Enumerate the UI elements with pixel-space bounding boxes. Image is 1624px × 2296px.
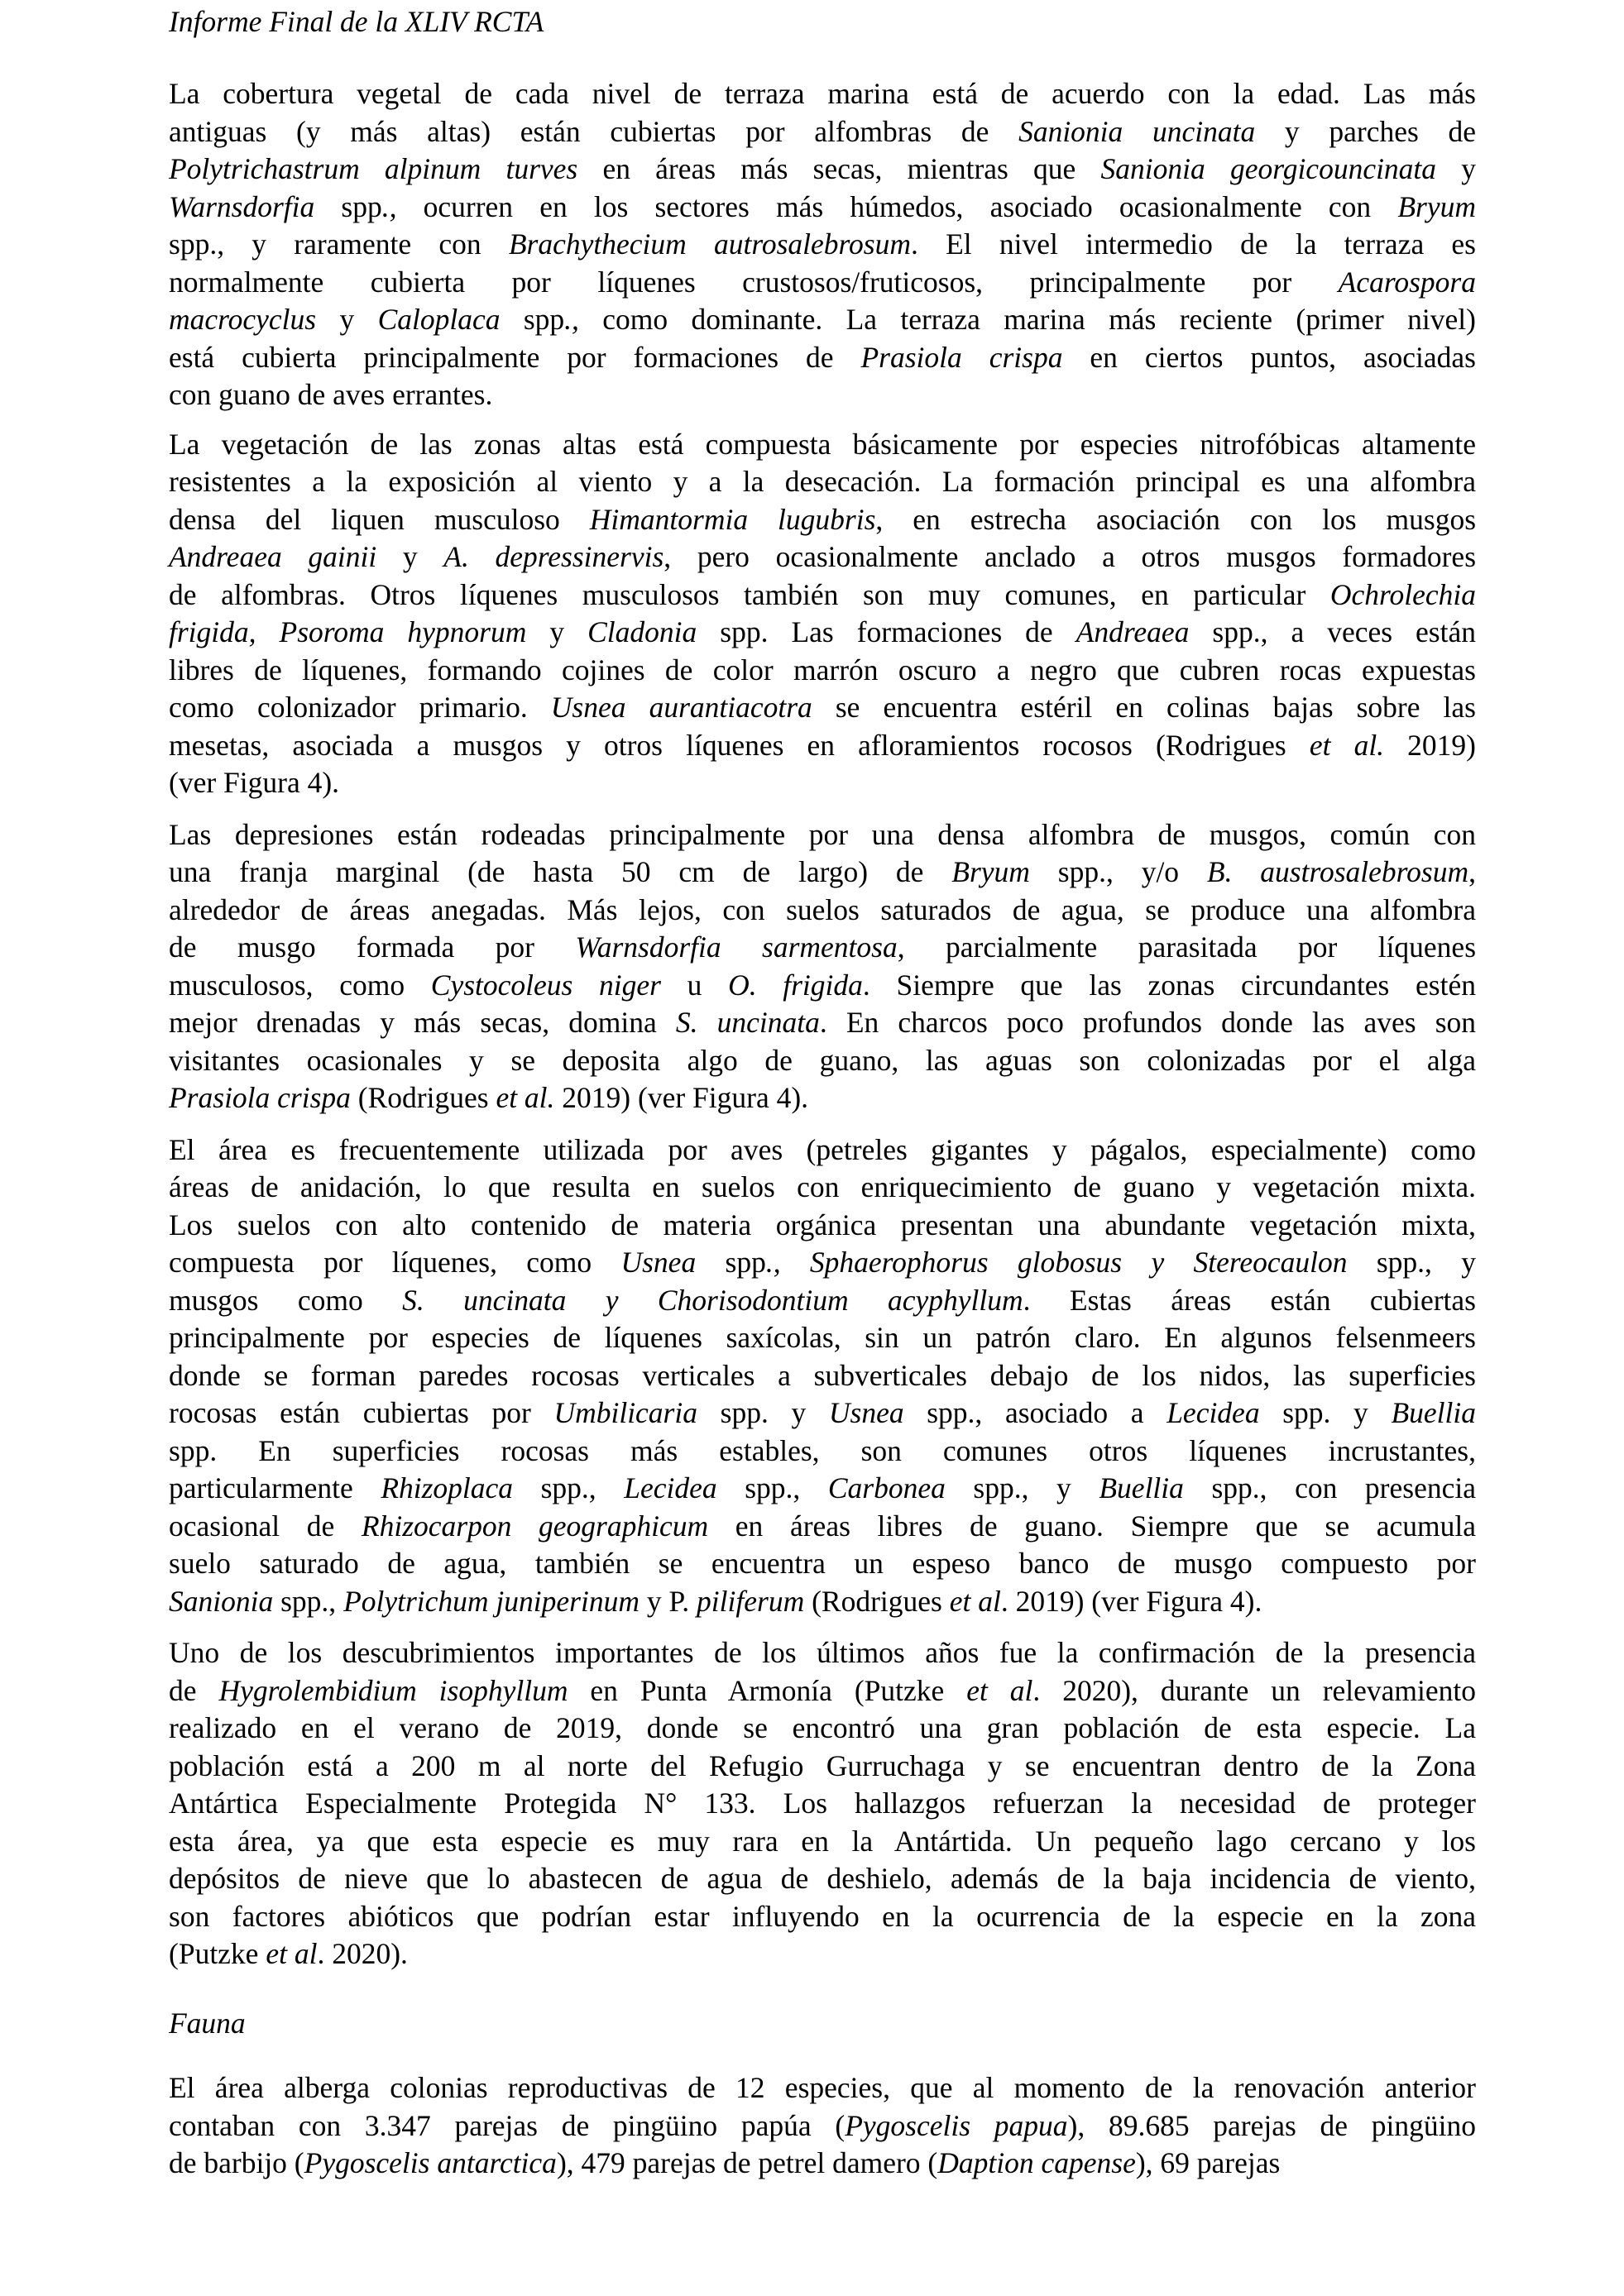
italic-term: S. uncinata bbox=[675, 1006, 820, 1039]
italic-term: et al bbox=[266, 1937, 318, 1970]
italic-term: Prasiola crispa bbox=[860, 340, 1063, 374]
text-run: spp., bbox=[273, 1584, 344, 1618]
section-heading-fauna: Fauna bbox=[169, 2006, 246, 2040]
text-run: y bbox=[316, 303, 378, 336]
text-run: en áreas libres de guano. Siempre que se acumula bbox=[708, 1509, 1476, 1543]
text-line bbox=[169, 226, 1476, 264]
body-paragraph bbox=[169, 1634, 1476, 1973]
text-line bbox=[169, 1860, 1476, 1898]
text-run: población está a 200 m al norte del Refugio Gurruchaga y se encuentran dentro de la Zona bbox=[169, 1748, 1476, 1782]
italic-term: Warnsdorfia sarmentosa bbox=[575, 930, 898, 964]
text-run: Los suelos con alto contenido de materia orgánica presentan una abundante vegetación mixta, bbox=[169, 1208, 1476, 1241]
italic-term: Acarospora bbox=[1338, 265, 1476, 299]
italic-term: S. uncinata y Chorisodontium acyphyllum bbox=[402, 1283, 1023, 1317]
text-run: 2019) (ver Figura 4). bbox=[554, 1081, 809, 1114]
text-line bbox=[169, 2107, 1476, 2145]
italic-term: Usnea bbox=[828, 1396, 904, 1429]
text-run: esta área, ya que esta especie es muy rara en la Antártida. Un pequeño lago cercano y los bbox=[169, 1824, 1476, 1858]
italic-term: Lecidea bbox=[624, 1471, 717, 1504]
italic-term: Andreaea bbox=[1075, 615, 1190, 648]
text-run: spp., y bbox=[1347, 1246, 1476, 1279]
italic-term: macrocyclus bbox=[169, 303, 317, 336]
italic-term: et al. bbox=[1309, 728, 1385, 762]
body-paragraph bbox=[169, 816, 1476, 1117]
text-run: . El nivel intermedio de la terraza es bbox=[911, 227, 1477, 261]
text-line bbox=[169, 538, 1476, 576]
text-run: ), 69 parejas bbox=[1135, 2146, 1281, 2179]
text-run: spp., y raramente con bbox=[169, 227, 509, 261]
text-run: spp bbox=[314, 189, 382, 223]
text-line bbox=[169, 1131, 1476, 1170]
text-run: compuesta por líquenes, como bbox=[169, 1246, 621, 1279]
text-line bbox=[169, 854, 1476, 892]
text-run: La cobertura vegetal de cada nivel de terraza marina está de acuerdo con la edad. Las más bbox=[169, 77, 1476, 110]
text-run: se encuentra estéril en colinas bajas sobre las bbox=[812, 691, 1476, 724]
text-line bbox=[169, 376, 1476, 414]
italic-term: ., bbox=[381, 189, 397, 223]
text-run: musculosos, como bbox=[169, 968, 431, 1002]
text-run: principalmente por especies de líquenes saxícolas, sin un patrón claro. En algunos felsenmeers bbox=[169, 1321, 1476, 1354]
text-run: 2019) bbox=[1384, 728, 1476, 762]
text-run: está cubierta principalmente por formaciones de bbox=[169, 340, 861, 374]
text-line bbox=[169, 1583, 1476, 1621]
italic-term: Sanionia uncinata bbox=[1018, 114, 1256, 148]
text-run: . Estas áreas están cubiertas bbox=[1023, 1283, 1476, 1317]
text-line bbox=[169, 929, 1476, 967]
italic-term: Daption capense bbox=[937, 2146, 1136, 2179]
italic-term: Buellia bbox=[1099, 1471, 1184, 1504]
text-line bbox=[169, 1282, 1476, 1320]
text-run: spp., bbox=[513, 1471, 625, 1504]
text-run: particularmente bbox=[169, 1471, 381, 1504]
text-line bbox=[169, 1545, 1476, 1583]
text-run: mejor drenadas y más secas, domina bbox=[169, 1006, 676, 1039]
text-line bbox=[169, 652, 1476, 690]
text-line bbox=[169, 764, 1476, 802]
text-line bbox=[169, 1207, 1476, 1245]
text-run: Antártica Especialmente Protegida N° 133. Los hallazgos refuerzan la necesidad de proteger bbox=[169, 1787, 1476, 1820]
italic-term: Pygoscelis papua bbox=[845, 2108, 1068, 2142]
text-run: spp., con presencia bbox=[1183, 1471, 1476, 1504]
text-run: spp bbox=[500, 303, 565, 336]
text-line bbox=[169, 301, 1476, 339]
italic-term: Buellia bbox=[1391, 1396, 1476, 1429]
italic-term: O. frigida bbox=[728, 968, 863, 1002]
text-line bbox=[169, 1710, 1476, 1748]
text-line bbox=[169, 1169, 1476, 1207]
text-run: , parcialmente parasitada por líquenes bbox=[897, 930, 1477, 964]
text-run: áreas de anidación, lo que resulta en suelos con enriquecimiento de guano y vegetación mixta. bbox=[169, 1170, 1476, 1203]
text-line bbox=[169, 264, 1476, 302]
text-run: y parches de bbox=[1255, 114, 1476, 148]
italic-term: Sanionia georgicouncinata bbox=[1100, 152, 1437, 185]
text-line bbox=[169, 1785, 1476, 1823]
italic-term: Andreaea gainii bbox=[169, 540, 377, 573]
text-run: visitantes ocasionales y se deposita algo de guano, las aguas son colonizadas por el alga bbox=[169, 1043, 1476, 1077]
text-run: de bbox=[169, 1673, 219, 1707]
italic-term: Usnea aurantiacotra bbox=[550, 691, 812, 724]
italic-term: Caloplaca bbox=[377, 303, 501, 336]
text-run: en ciertos puntos, asociadas bbox=[1062, 340, 1476, 374]
text-line bbox=[169, 1634, 1476, 1672]
text-run: musgos como bbox=[169, 1283, 403, 1317]
text-line bbox=[169, 1823, 1476, 1861]
text-line bbox=[169, 1433, 1476, 1471]
italic-term: Himantormia lugubris bbox=[589, 502, 876, 536]
text-run: y P. bbox=[639, 1584, 697, 1618]
text-line bbox=[169, 189, 1476, 227]
italic-term: Cladonia bbox=[587, 615, 697, 648]
text-run: son factores abióticos que podrían estar influyendo en la ocurrencia de la especie en la zona bbox=[169, 1899, 1476, 1933]
text-run: de alfombras. Otros líquenes musculosos también son muy comunes, en particular bbox=[169, 577, 1330, 611]
text-run: una franja marginal (de hasta 50 cm de largo) de bbox=[169, 855, 952, 888]
italic-term: Ochrolechia bbox=[1329, 577, 1476, 611]
text-run: Uno de los descubrimientos importantes de los últimos años fue la confirmación de la presencia bbox=[169, 1636, 1476, 1669]
text-run: de musgo formada por bbox=[169, 930, 576, 964]
text-line bbox=[169, 727, 1476, 765]
text-run: depósitos de nieve que lo abastecen de agua de deshielo, además de la baja incidencia de viento, bbox=[169, 1862, 1476, 1895]
text-line bbox=[169, 816, 1476, 854]
italic-term: Sanionia bbox=[169, 1584, 274, 1618]
italic-term: Rhizoplaca bbox=[381, 1471, 514, 1504]
text-run: resistentes a la exposición al viento y a la desecación. La formación principal es una alfombra bbox=[169, 465, 1476, 498]
body-paragraph bbox=[169, 426, 1476, 802]
italic-term: Carbonea bbox=[827, 1471, 946, 1504]
text-run: (Rodrigues bbox=[804, 1584, 950, 1618]
italic-term: Pygoscelis antarctica bbox=[304, 2146, 557, 2179]
italic-term: Brachythecium autrosalebrosum bbox=[508, 227, 911, 261]
text-run: , en estrecha asociación con los musgos bbox=[875, 502, 1477, 536]
text-run: spp. y bbox=[697, 1396, 829, 1429]
text-run: Las depresiones están rodeadas principalmente por una densa alfombra de musgos, común con bbox=[169, 817, 1476, 851]
text-line bbox=[169, 576, 1476, 615]
italic-term: Cystocoleus niger bbox=[430, 968, 661, 1002]
body-paragraph bbox=[169, 1131, 1476, 1621]
text-run: en áreas más secas, mientras que bbox=[577, 152, 1101, 185]
text-run: ocasional de bbox=[169, 1509, 362, 1543]
italic-term: et al. bbox=[496, 1081, 555, 1114]
text-run: libres de líquenes, formando cojines de color marrón oscuro a negro que cubren rocas expuestas bbox=[169, 653, 1476, 686]
text-line bbox=[169, 463, 1476, 501]
text-run: suelo saturado de agua, también se encuentra un espeso banco de musgo compuesto por bbox=[169, 1547, 1476, 1580]
text-line bbox=[169, 614, 1476, 652]
text-run: El área alberga colonias reproductivas de 12 especies, que al momento de la renovación anterior bbox=[169, 2071, 1476, 2104]
text-run: como dominante. La terraza marina más reciente (primer nivel) bbox=[578, 303, 1476, 336]
text-run: normalmente cubierta por líquenes crustosos/fruticosos, principalmente por bbox=[169, 265, 1339, 299]
text-run: alrededor de áreas anegadas. Más lejos, con suelos saturados de agua, se produce una alfombra bbox=[169, 892, 1476, 926]
text-run: , bbox=[1468, 855, 1476, 888]
italic-term: et al bbox=[949, 1584, 1001, 1618]
text-run: u bbox=[660, 968, 729, 1002]
italic-term: Hygrolembidium isophyllum bbox=[218, 1673, 568, 1707]
italic-term: piliferum bbox=[697, 1584, 805, 1618]
text-run: ocurren en los sectores más húmedos, asociado ocasionalmente con bbox=[396, 189, 1398, 223]
text-run: (Putzke bbox=[169, 1937, 266, 1970]
text-line bbox=[169, 1394, 1476, 1433]
text-run: y bbox=[526, 615, 588, 648]
text-run: realizado en el verano de 2019, donde se encontró una gran población de esta especie. La bbox=[169, 1711, 1476, 1744]
text-line bbox=[169, 1748, 1476, 1786]
text-run: . Siempre que las zonas circundantes estén bbox=[862, 968, 1476, 1002]
italic-term: Lecidea bbox=[1167, 1396, 1260, 1429]
text-run: rocosas están cubiertas por bbox=[169, 1396, 554, 1429]
text-run: spp., asociado a bbox=[903, 1396, 1167, 1429]
text-run: spp. y bbox=[1259, 1396, 1392, 1429]
text-run: spp. Las formaciones de bbox=[697, 615, 1076, 648]
italic-term: Polytrichastrum alpinum turves bbox=[169, 152, 578, 185]
text-run: densa del liquen musculoso bbox=[169, 502, 590, 536]
text-run: La vegetación de las zonas altas está compuesta básicamente por especies nitrofóbicas altamente bbox=[169, 427, 1476, 461]
text-line bbox=[169, 1935, 1476, 1973]
text-line bbox=[169, 1319, 1476, 1357]
text-run: antiguas (y más altas) están cubiertas por alfombras de bbox=[169, 114, 1019, 148]
text-run: mesetas, asociada a musgos y otros líquenes en afloramientos rocosos (Rodrigues bbox=[169, 728, 1310, 762]
text-run: como colonizador primario. bbox=[169, 691, 551, 724]
text-run: spp., a veces están bbox=[1189, 615, 1476, 648]
text-line bbox=[169, 426, 1476, 464]
text-run: spp bbox=[696, 1246, 766, 1279]
text-run: spp. En superficies rocosas más estables, son comunes otros líquenes incrustantes, bbox=[169, 1433, 1476, 1467]
italic-term: Bryum bbox=[1397, 189, 1476, 223]
text-run: spp., bbox=[716, 1471, 828, 1504]
body-paragraph bbox=[169, 75, 1476, 414]
text-line bbox=[169, 689, 1476, 727]
text-line bbox=[169, 339, 1476, 377]
italic-term: Polytrichum juniperinum bbox=[343, 1584, 640, 1618]
text-line bbox=[169, 75, 1476, 113]
italic-term: et al bbox=[966, 1673, 1033, 1707]
italic-term: Prasiola crispa bbox=[169, 1081, 351, 1114]
text-line bbox=[169, 1470, 1476, 1508]
italic-term: Usnea bbox=[620, 1246, 697, 1279]
text-run: spp., y/o bbox=[1029, 855, 1207, 888]
running-header: Informe Final de la XLIV RCTA bbox=[169, 5, 544, 38]
text-run: con guano de aves errantes. bbox=[169, 378, 493, 411]
text-line bbox=[169, 501, 1476, 539]
text-run: de barbijo ( bbox=[169, 2146, 304, 2179]
text-run: contaban con 3.347 parejas de pingüino papúa ( bbox=[169, 2108, 846, 2142]
text-line bbox=[169, 1357, 1476, 1395]
text-line bbox=[169, 967, 1476, 1005]
text-run: El área es frecuentemente utilizada por aves (petreles gigantes y págalos, especialmente) como bbox=[169, 1132, 1476, 1166]
text-line bbox=[169, 113, 1476, 151]
text-run: spp., y bbox=[945, 1471, 1099, 1504]
italic-term: Warnsdorfia bbox=[169, 189, 315, 223]
text-line bbox=[169, 151, 1476, 189]
text-run: . En charcos poco profundos donde las aves son bbox=[819, 1006, 1477, 1039]
italic-term: Rhizocarpon geographicum bbox=[361, 1509, 709, 1543]
text-line bbox=[169, 1004, 1476, 1042]
text-run: donde se forman paredes rocosas verticales a subverticales debajo de los nidos, las superficies bbox=[169, 1358, 1476, 1392]
text-line bbox=[169, 892, 1476, 930]
fauna-paragraph bbox=[169, 2069, 1476, 2183]
text-line bbox=[169, 1898, 1476, 1936]
text-line bbox=[169, 2069, 1476, 2107]
text-run: , pero ocasionalmente anclado a otros musgos formadores bbox=[663, 540, 1477, 573]
text-run: . 2019) (ver Figura 4). bbox=[1000, 1584, 1262, 1618]
text-run: . 2020), durante un relevamiento bbox=[1032, 1673, 1477, 1707]
text-run: en Punta Armonía (Putzke bbox=[568, 1673, 967, 1707]
text-run: (Rodrigues bbox=[350, 1081, 496, 1114]
text-run: ), 479 parejas de petrel damero ( bbox=[556, 2146, 938, 2179]
text-run: y bbox=[376, 540, 444, 573]
italic-term: frigida, Psoroma hypnorum bbox=[169, 615, 527, 648]
text-line bbox=[169, 1244, 1476, 1282]
text-run: ), 89.685 parejas de pingüino bbox=[1067, 2108, 1477, 2142]
text-run: y bbox=[1436, 152, 1476, 185]
italic-term: A. depressinervis bbox=[443, 540, 664, 573]
italic-term: ., bbox=[564, 303, 579, 336]
italic-term: B. austrosalebrosum bbox=[1206, 855, 1469, 888]
text-line bbox=[169, 2145, 1476, 2183]
italic-term: ., Sphaerophorus globosus y Stereocaulon bbox=[765, 1246, 1348, 1279]
italic-term: Bryum bbox=[951, 855, 1030, 888]
text-run: . 2020). bbox=[317, 1937, 408, 1970]
document-body bbox=[169, 75, 1476, 2194]
text-line bbox=[169, 1079, 1476, 1117]
text-run: (ver Figura 4). bbox=[169, 766, 340, 799]
text-line bbox=[169, 1508, 1476, 1546]
text-line bbox=[169, 1672, 1476, 1710]
text-line bbox=[169, 1042, 1476, 1080]
italic-term: Umbilicaria bbox=[553, 1396, 697, 1429]
